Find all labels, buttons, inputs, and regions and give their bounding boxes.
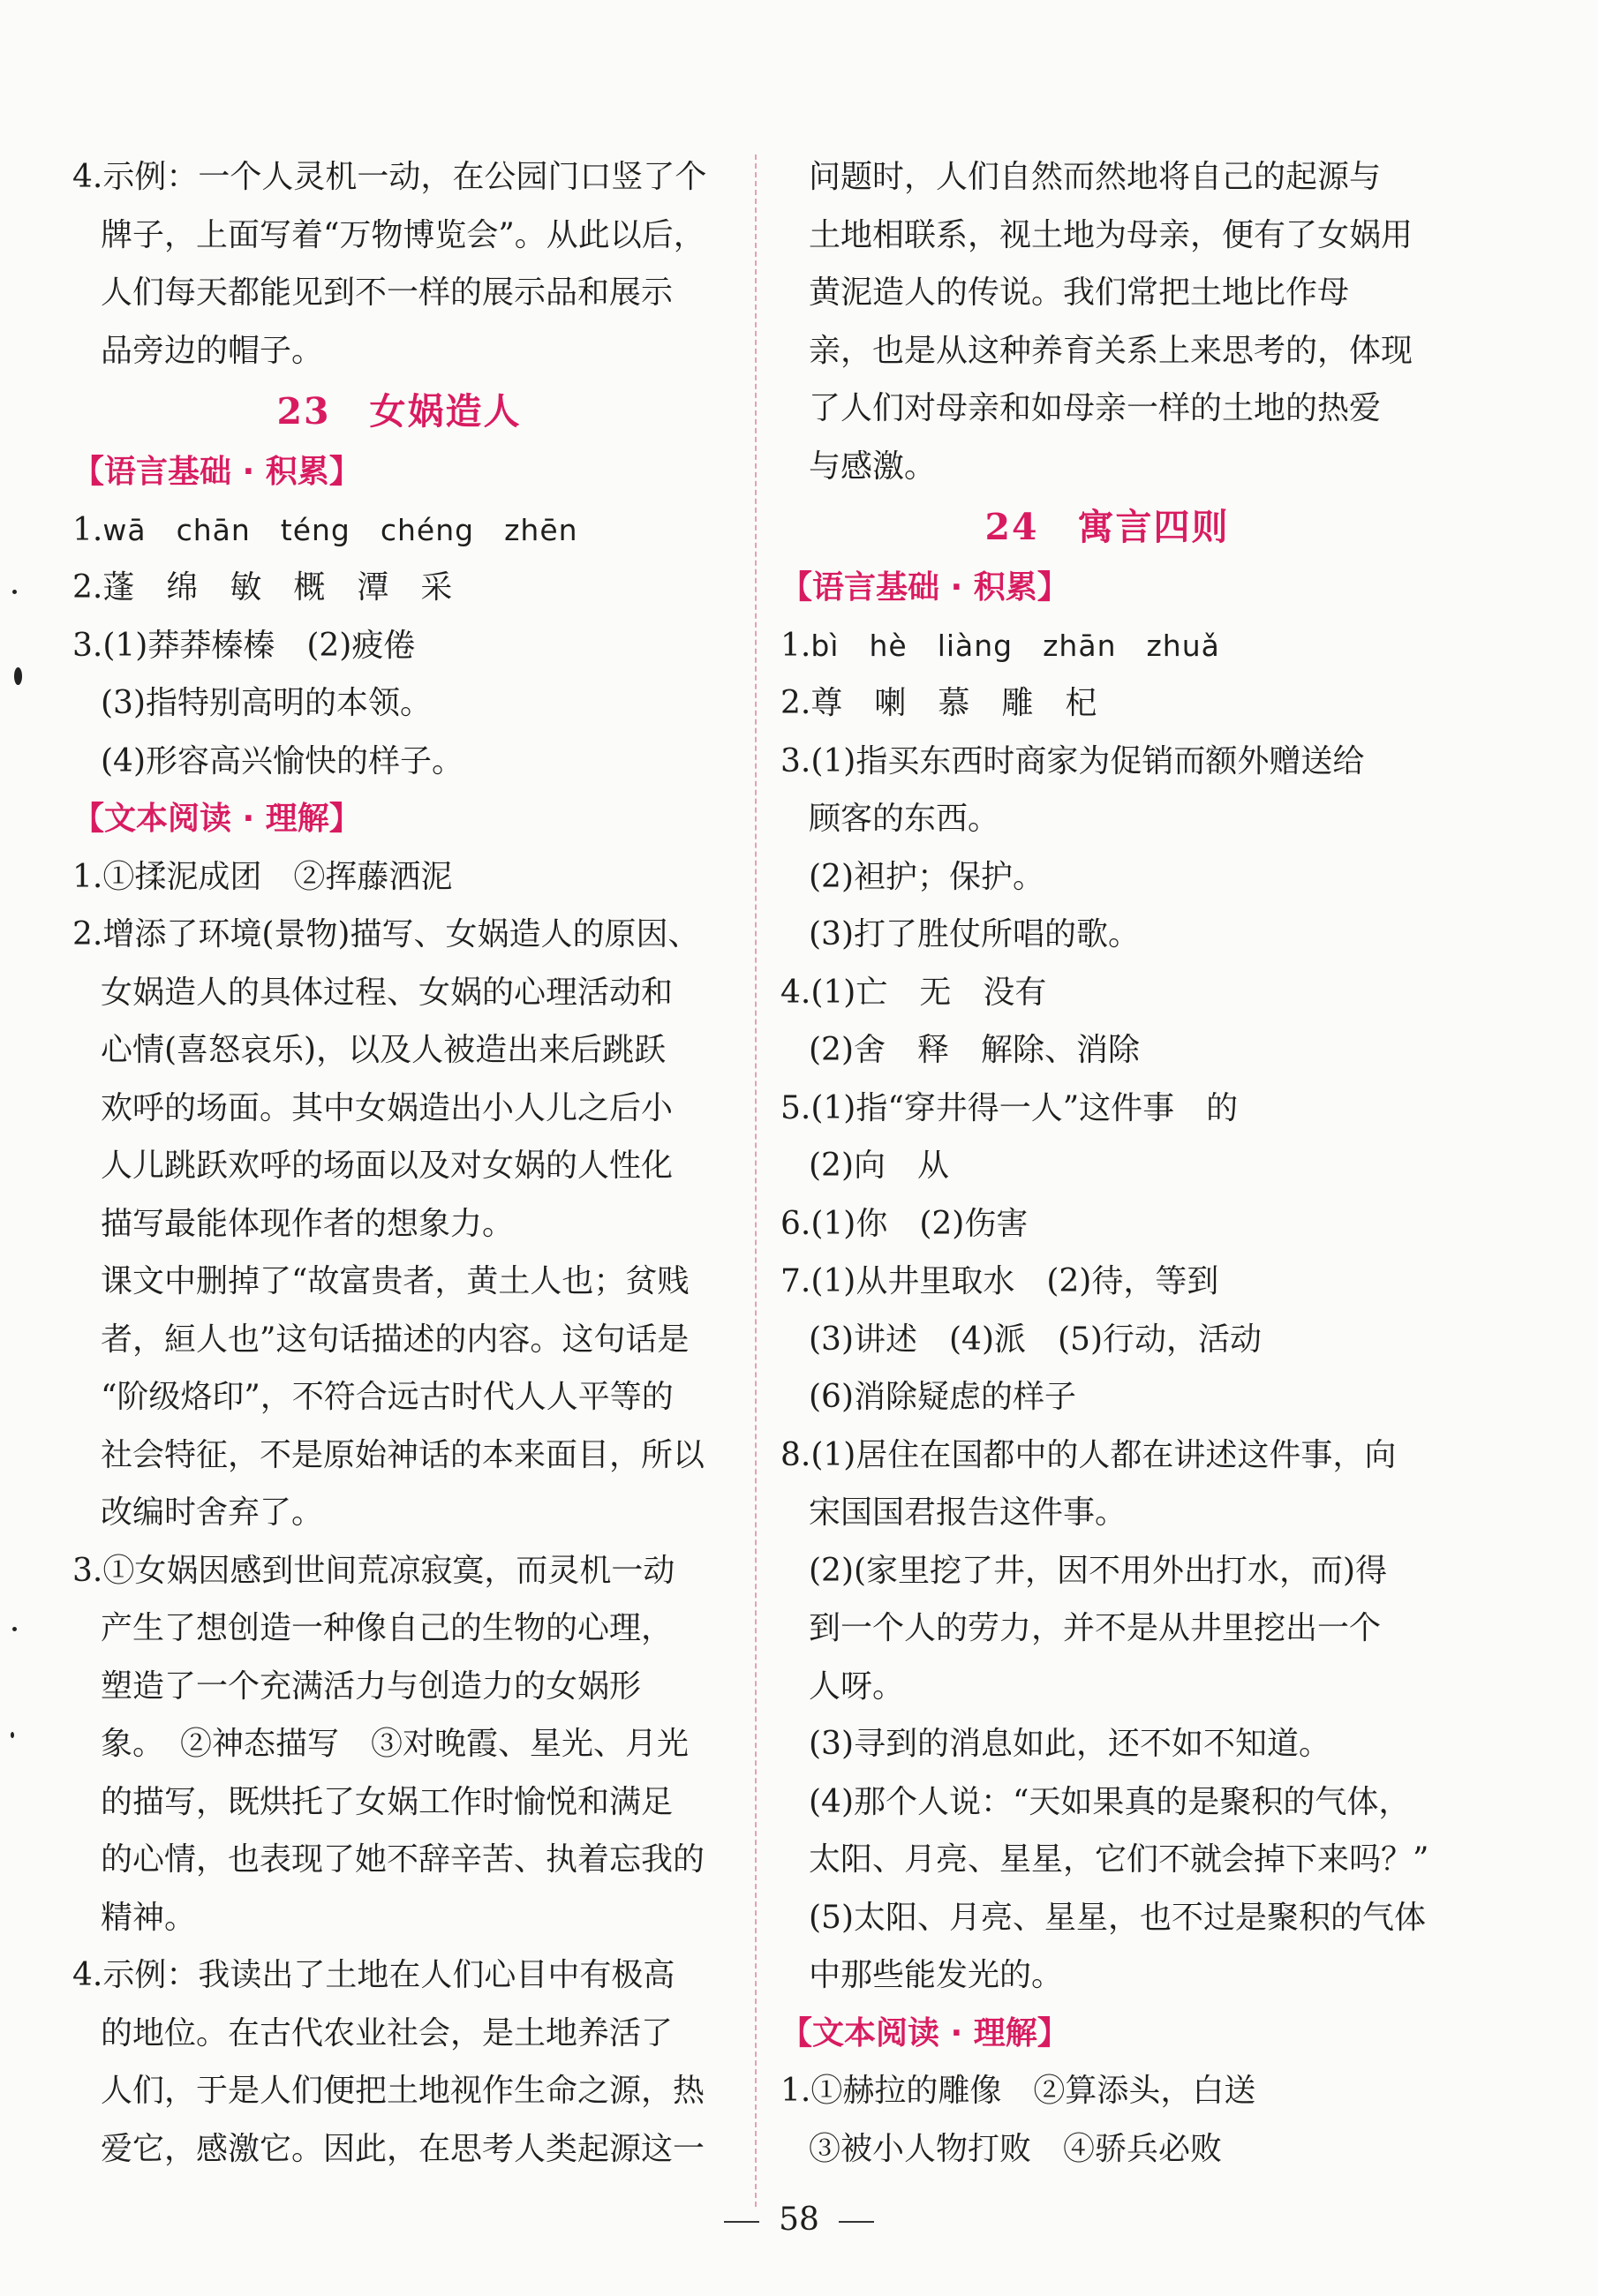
answer-line: (2)袒护；保护。 bbox=[809, 858, 1044, 895]
answer-line: 课文中删掉了“故富贵者，黄土人也；贫贱 bbox=[101, 1263, 690, 1299]
lesson-number: 24 bbox=[984, 506, 1039, 548]
scan-speck bbox=[12, 590, 17, 594]
answer-line: 1.①赫拉的雕像 ②算添头，白送 bbox=[780, 2073, 1256, 2109]
answer-line: 人儿跳跃欢呼的场面以及对女娲的人性化 bbox=[101, 1148, 674, 1184]
page-number-value: 58 bbox=[779, 2202, 819, 2238]
section-heading: 【文本阅读 · 理解】 bbox=[72, 801, 361, 837]
answer-line: 欢呼的场面。其中女娲造出小人儿之后小 bbox=[101, 1089, 674, 1126]
answer-line: 5.(1)指“穿井得一人”这件事 的 bbox=[780, 1089, 1239, 1126]
answer-line: 中那些能发光的。 bbox=[809, 1957, 1064, 1993]
lesson-name: 女娲造人 bbox=[369, 390, 522, 433]
answer-line: (4)形容高兴愉快的样子。 bbox=[101, 742, 464, 779]
answer-line: (3)讲述 (4)派 (5)行动，活动 bbox=[809, 1321, 1262, 1358]
scan-speck bbox=[14, 667, 22, 685]
answer-line: (3)寻到的消息如此，还不如不知道。 bbox=[809, 1726, 1330, 1762]
section-heading: 【文本阅读 · 理解】 bbox=[780, 2014, 1069, 2051]
section-heading: 【语言基础 · 积累】 bbox=[72, 454, 361, 490]
answer-line: 4.(1)亡 无 没有 bbox=[780, 974, 1047, 1011]
answer-line: (3)打了胜仗所唱的歌。 bbox=[809, 916, 1140, 952]
answer-line: 3.①女娲因感到世间荒凉寂寞，而灵机一动 bbox=[72, 1552, 675, 1589]
answer-line: (3)指特别高明的本领。 bbox=[101, 685, 432, 721]
column-divider bbox=[755, 154, 757, 2207]
answer-line: 2.尊 喇 慕 雕 杞 bbox=[780, 685, 1097, 721]
section-heading: 【语言基础 · 积累】 bbox=[780, 569, 1069, 606]
answer-line: 宋国国君报告这件事。 bbox=[809, 1494, 1127, 1531]
answer-line: 社会特征，不是原始神话的本来面目，所以 bbox=[101, 1436, 705, 1473]
lesson-title bbox=[72, 380, 726, 443]
answer-line: 女娲造人的具体过程、女娲的心理活动和 bbox=[101, 974, 674, 1011]
answer-line: 者，絙人也”这句话描述的内容。这句话是 bbox=[101, 1321, 690, 1358]
answer-line: 顾客的东西。 bbox=[809, 801, 1000, 837]
question-number: 1. bbox=[780, 627, 811, 664]
answer-line: (5)太阳、月亮、星星，也不过是聚积的气体 bbox=[809, 1899, 1426, 1936]
answer-line: 品旁边的帽子。 bbox=[101, 332, 324, 369]
answer-line: 与感激。 bbox=[809, 448, 937, 485]
lesson-name: 寓言四则 bbox=[1077, 506, 1230, 548]
lesson-title bbox=[780, 495, 1434, 559]
answer-line: 黄泥造人的传说。我们常把土地比作母 bbox=[809, 275, 1350, 311]
answer-line: 产生了想创造一种像自己的生物的心理， bbox=[101, 1610, 674, 1646]
answer-line: 的心情，也表现了她不辞辛苦、执着忘我的 bbox=[101, 1841, 705, 1878]
answer-line: 亲，也是从这种养育关系上来思考的，体现 bbox=[809, 332, 1413, 369]
answer-line: 土地相联系，视土地为母亲，便有了女娲用 bbox=[809, 216, 1413, 253]
answer-line: 3.(1)指买东西时商家为促销而额外赠送给 bbox=[780, 742, 1365, 779]
answer-line: 1.①揉泥成团 ②挥藤洒泥 bbox=[72, 858, 453, 895]
answer-line: (2)向 从 bbox=[809, 1148, 949, 1184]
answer-line: 了人们对母亲和如母亲一样的土地的热爱 bbox=[809, 390, 1382, 426]
question-number: 1. bbox=[72, 511, 103, 548]
answer-line: 塑造了一个充满活力与创造力的女娲形 bbox=[101, 1667, 642, 1705]
right-column bbox=[780, 148, 1434, 2178]
answer-line: 6.(1)你 (2)伤害 bbox=[780, 1205, 1029, 1242]
answer-line: 人们，于是人们便把土地视作生命之源，热 bbox=[101, 2073, 705, 2109]
answer-line: 2.增添了环境(景物)描写、女娲造人的原因、 bbox=[72, 916, 700, 952]
answer-line: 人们每天都能见到不一样的展示品和展示 bbox=[101, 275, 674, 311]
answer-line: 太阳、月亮、星星，它们不就会掉下来吗？” bbox=[809, 1841, 1429, 1878]
answer-line: 精神。 bbox=[101, 1899, 197, 1936]
answer-line: (6)消除疑虑的样子 bbox=[809, 1379, 1076, 1415]
answer-line bbox=[72, 501, 726, 560]
answer-line: 爱它，感激它。因此，在思考人类起源这一 bbox=[101, 2130, 705, 2167]
answer-line: (4)那个人说：“天如果真的是聚积的气体， bbox=[809, 1783, 1411, 1820]
left-column bbox=[72, 148, 726, 2178]
answer-line: (2)舍 释 解除、消除 bbox=[809, 1032, 1140, 1068]
answer-line: 4.示例：一个人灵机一动，在公园门口竖了个 bbox=[72, 159, 707, 195]
answer-line: 7.(1)从井里取水 (2)待，等到 bbox=[780, 1263, 1219, 1299]
answer-line: 的地位。在古代农业社会，是土地养活了 bbox=[101, 2014, 674, 2051]
answer-line: 到一个人的劳力，并不是从井里挖出一个 bbox=[809, 1610, 1382, 1646]
answer-line: (2)(家里挖了井，因不用外出打水，而)得 bbox=[809, 1552, 1388, 1589]
scan-speck bbox=[12, 1627, 17, 1631]
lesson-number: 23 bbox=[276, 390, 331, 433]
scan-speck bbox=[11, 1732, 14, 1738]
answer-line: “阶级烙印”，不符合远古时代人人平等的 bbox=[101, 1379, 674, 1415]
answer-line: 2.蓬 绵 敏 概 潭 采 bbox=[72, 569, 453, 606]
answer-line bbox=[780, 617, 1434, 675]
answer-line: 3.(1)莽莽榛榛 (2)疲倦 bbox=[72, 627, 416, 664]
page-number-dash-right bbox=[839, 2221, 874, 2223]
answer-line: 8.(1)居住在国都中的人都在讲述这件事，向 bbox=[780, 1436, 1397, 1473]
answer-line: 心情(喜怒哀乐)，以及人被造出来后跳跃 bbox=[101, 1032, 667, 1068]
pinyin-answer: bì hè liàng zhān zhuǎ bbox=[810, 628, 1220, 663]
answer-line: ③被小人物打败 ④骄兵必败 bbox=[809, 2130, 1223, 2167]
answer-line: 问题时，人们自然而然地将自己的起源与 bbox=[809, 159, 1382, 195]
answer-line: 描写最能体现作者的想象力。 bbox=[101, 1205, 515, 1242]
page-number bbox=[0, 2198, 1598, 2242]
page-number-dash-left bbox=[724, 2221, 759, 2223]
answer-line: 4.示例：我读出了土地在人们心目中有极高 bbox=[72, 1957, 675, 1993]
answer-line: 人呀。 bbox=[809, 1667, 905, 1705]
answer-line: 牌子，上面写着“万物博览会”。从此以后， bbox=[101, 216, 705, 253]
answer-line: 象。 ②神态描写 ③对晚霞、星光、月光 bbox=[101, 1726, 690, 1762]
answer-line: 的描写，既烘托了女娲工作时愉悦和满足 bbox=[101, 1783, 674, 1820]
pinyin-answer: wā chān téng chéng zhēn bbox=[102, 512, 578, 547]
answer-line: 改编时舍弃了。 bbox=[101, 1494, 324, 1531]
